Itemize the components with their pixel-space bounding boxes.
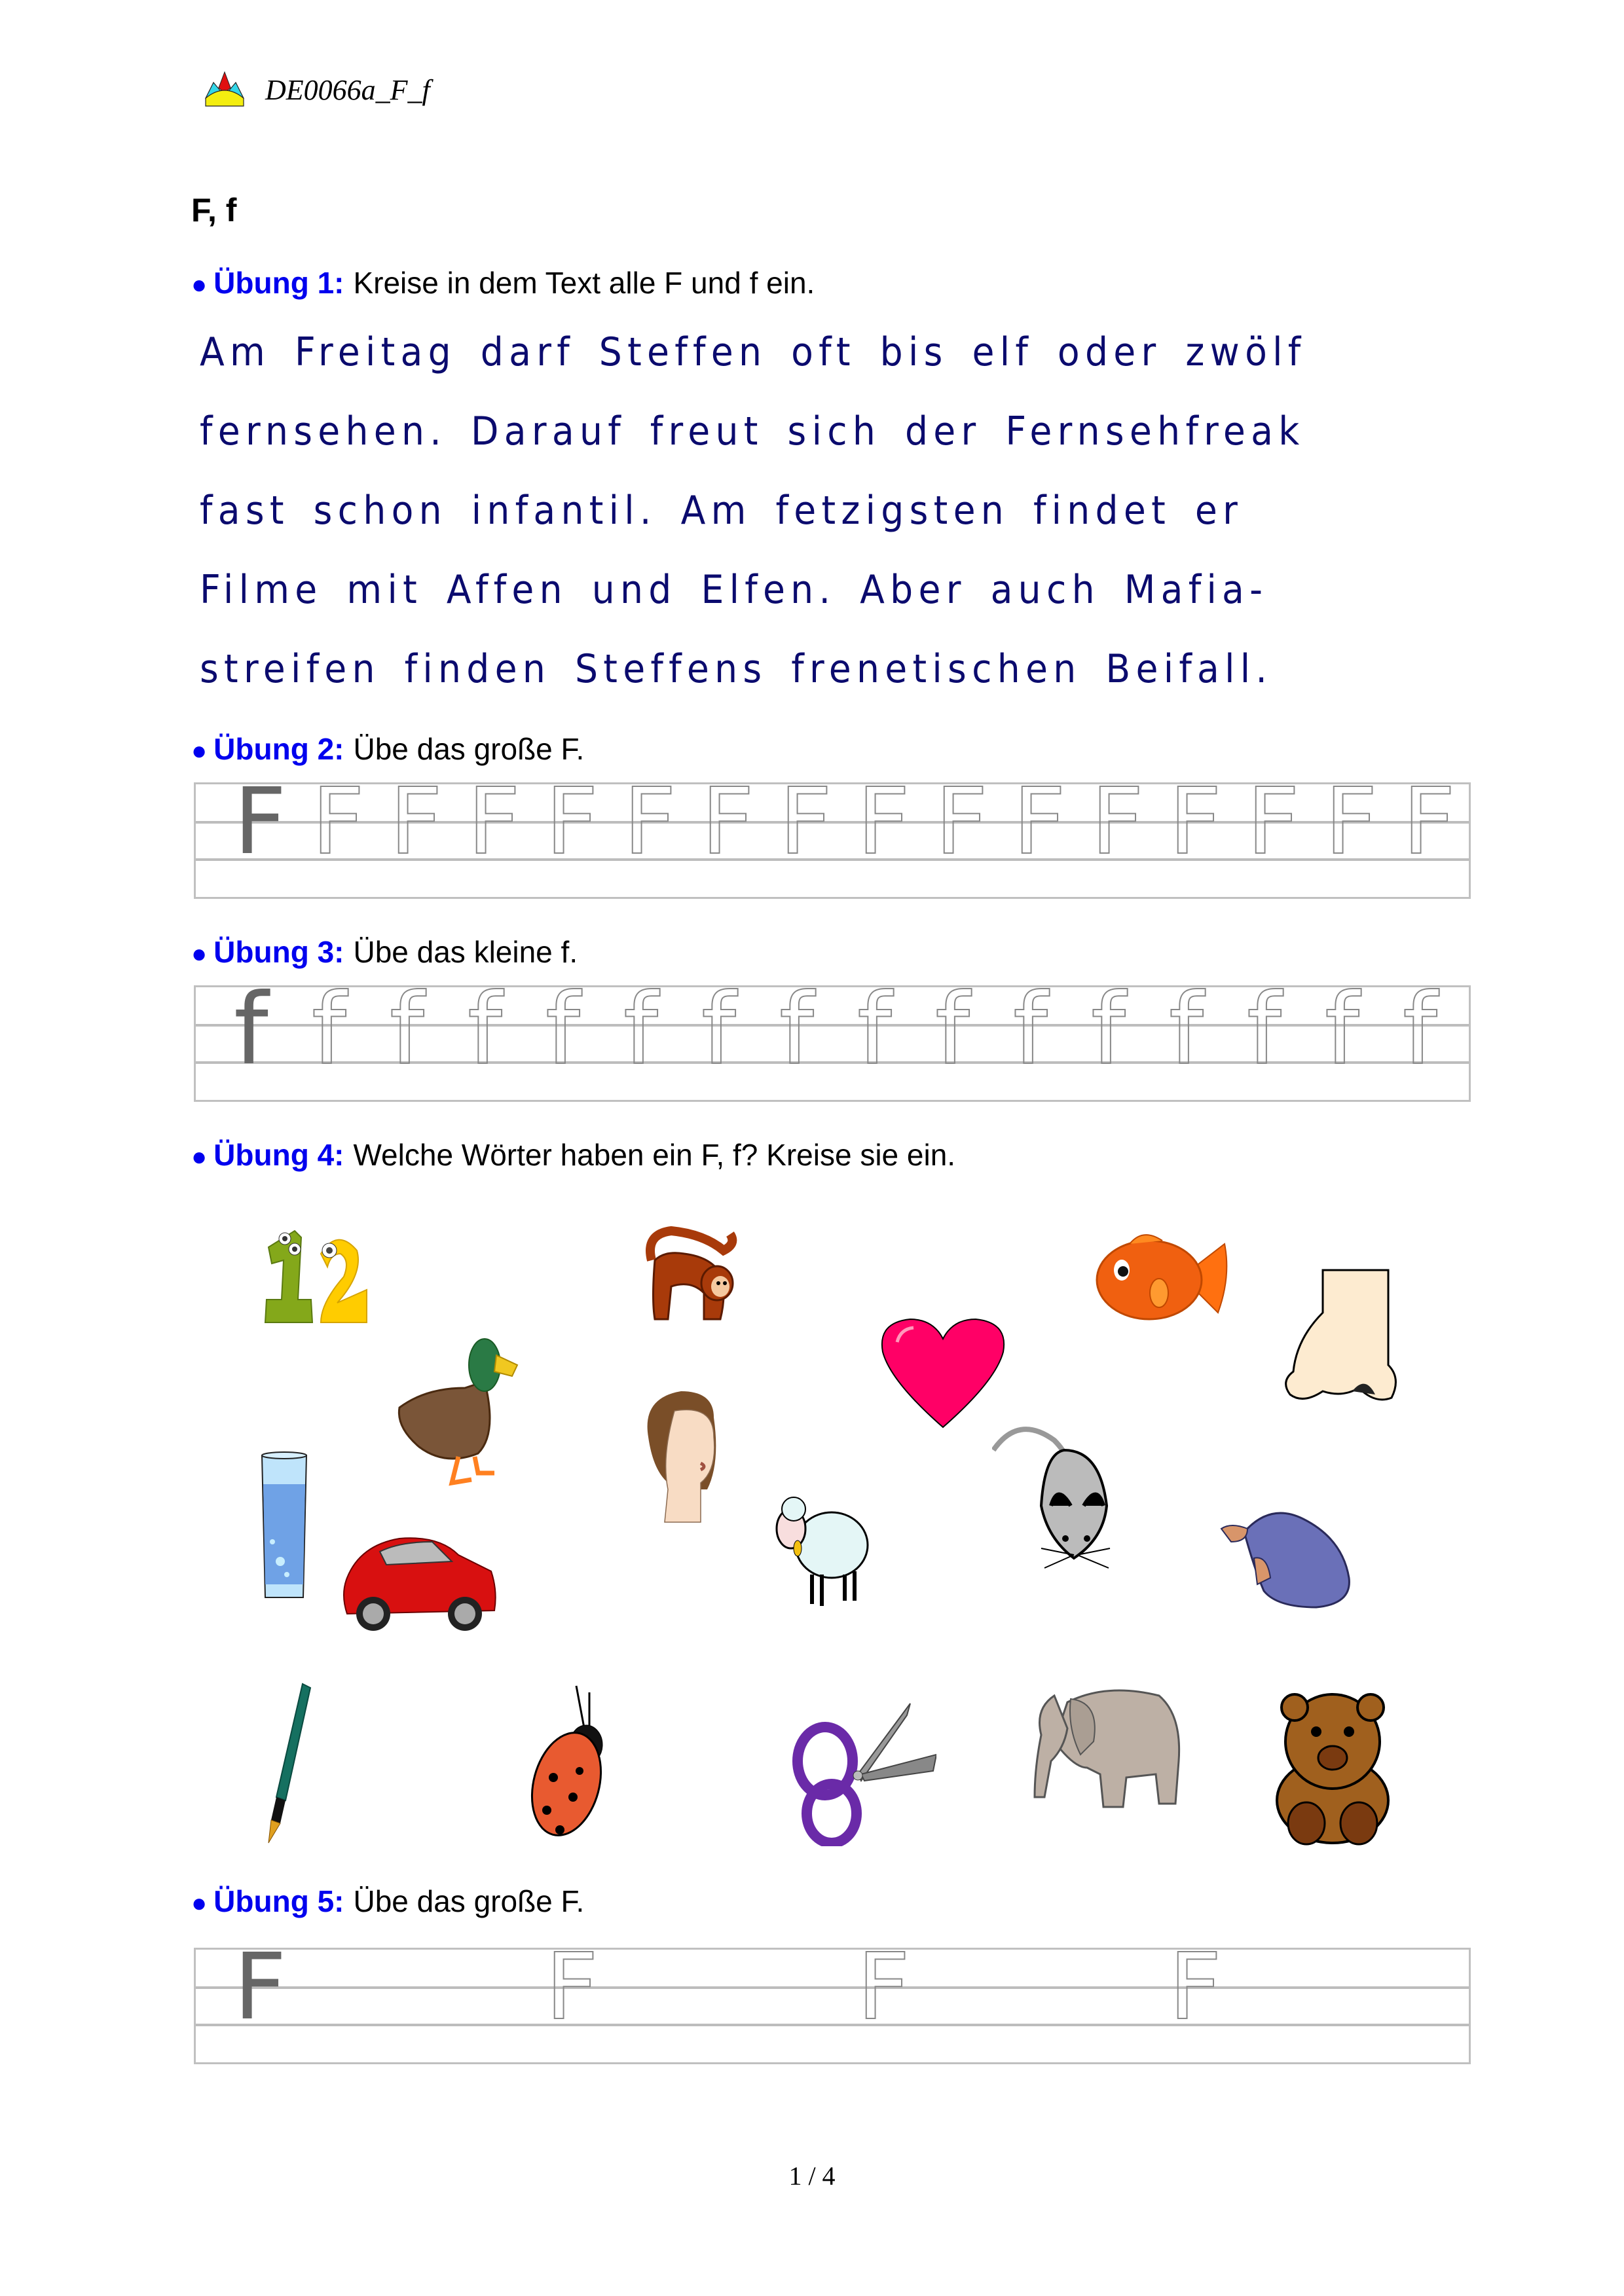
- exercise-label: Übung 3:: [213, 935, 344, 969]
- model-letter-lowercase-f: f: [234, 973, 268, 1087]
- page-title: F, f: [191, 192, 237, 228]
- trace-letter-uppercase-f[interactable]: F: [1325, 769, 1378, 875]
- exercise-2-heading: [191, 731, 584, 767]
- uppercase-tracing-box-2[interactable]: [194, 1934, 1471, 2064]
- bullet-icon: ●: [191, 939, 208, 968]
- exercise-label: Übung 1:: [213, 266, 344, 300]
- trace-letter-uppercase-f[interactable]: F: [1247, 769, 1300, 875]
- red-car-picture[interactable]: [341, 1532, 498, 1637]
- bullet-icon: ●: [191, 270, 208, 299]
- trace-letter-uppercase-f[interactable]: F: [1091, 769, 1144, 875]
- trace-letter-lowercase-f[interactable]: f: [935, 973, 970, 1087]
- trace-letter-uppercase-f[interactable]: F: [857, 1934, 910, 2041]
- exercise-instruction: Übe das große F.: [353, 1884, 585, 1918]
- trace-letter-uppercase-f[interactable]: F: [857, 769, 910, 875]
- nachhilfe-logo: [204, 71, 245, 107]
- trace-letter-uppercase-f[interactable]: F: [935, 769, 988, 875]
- text-line: fast schon infantil. Am fetzigsten findet er: [200, 488, 1244, 534]
- mouse-picture[interactable]: [992, 1421, 1149, 1578]
- trace-letter-uppercase-f[interactable]: F: [1169, 769, 1222, 875]
- scissors-picture[interactable]: [779, 1702, 936, 1846]
- uppercase-tracing-box[interactable]: [194, 769, 1471, 899]
- exercise-instruction: Übe das kleine f.: [353, 935, 578, 969]
- exercise-1-heading: [191, 265, 815, 301]
- trace-letter-uppercase-f[interactable]: F: [312, 769, 365, 875]
- bullet-icon: ●: [191, 1142, 208, 1171]
- trace-letter-lowercase-f[interactable]: f: [701, 973, 736, 1087]
- sheep-picture[interactable]: [773, 1489, 871, 1607]
- monkey-picture[interactable]: [638, 1221, 756, 1339]
- duck-picture[interactable]: [386, 1336, 530, 1486]
- text-line: fernsehen. Darauf freut sich der Fernsehfreak: [200, 409, 1305, 454]
- trace-letter-lowercase-f[interactable]: f: [1091, 973, 1126, 1087]
- lowercase-tracing-box[interactable]: [194, 973, 1471, 1102]
- trace-letter-uppercase-f[interactable]: F: [468, 769, 521, 875]
- trace-letter-lowercase-f[interactable]: f: [1169, 973, 1204, 1087]
- fountain-pen-picture[interactable]: [262, 1683, 314, 1846]
- trace-letter-lowercase-f[interactable]: f: [623, 973, 658, 1087]
- nose-picture[interactable]: [1277, 1267, 1408, 1411]
- trace-letter-lowercase-f[interactable]: f: [468, 973, 502, 1087]
- trace-letter-uppercase-f[interactable]: F: [1013, 769, 1066, 875]
- glass-of-water-picture[interactable]: [261, 1450, 308, 1601]
- trace-letter-lowercase-f[interactable]: f: [545, 973, 580, 1087]
- text-line: streifen finden Steffens frenetischen Beifall.: [200, 646, 1273, 692]
- trace-letter-lowercase-f[interactable]: f: [1325, 973, 1359, 1087]
- bullet-icon: ●: [191, 737, 208, 765]
- teddy-bear-picture[interactable]: [1267, 1689, 1398, 1846]
- trace-letter-uppercase-f[interactable]: F: [390, 769, 443, 875]
- trace-letter-lowercase-f[interactable]: f: [1013, 973, 1048, 1087]
- exercise-instruction: Kreise in dem Text alle F und f ein.: [353, 266, 815, 300]
- trace-letter-lowercase-f[interactable]: f: [779, 973, 814, 1087]
- goldfish-picture[interactable]: [1077, 1231, 1234, 1329]
- trace-letter-uppercase-f[interactable]: F: [701, 769, 754, 875]
- page-number: 1 / 4: [788, 2161, 836, 2191]
- trace-letter-lowercase-f[interactable]: f: [857, 973, 892, 1087]
- trace-letter-uppercase-f[interactable]: F: [545, 769, 599, 875]
- trace-letter-uppercase-f[interactable]: F: [623, 769, 676, 875]
- model-letter-uppercase-f: F: [234, 769, 287, 875]
- guide-line: [196, 1986, 1469, 1989]
- bullet-icon: ●: [191, 1889, 208, 1918]
- trace-letter-lowercase-f[interactable]: f: [1403, 973, 1437, 1087]
- heart-picture[interactable]: [877, 1316, 1008, 1430]
- trace-letter-lowercase-f[interactable]: f: [312, 973, 346, 1087]
- exercise-label: Übung 5:: [213, 1884, 344, 1918]
- exercise-instruction: Übe das große F.: [353, 732, 585, 766]
- guide-line: [196, 2024, 1469, 2026]
- exercise-label: Übung 2:: [213, 732, 344, 766]
- mole-picture[interactable]: [1218, 1506, 1375, 1611]
- woman-picture[interactable]: [629, 1385, 740, 1529]
- trace-letter-lowercase-f[interactable]: f: [390, 973, 424, 1087]
- exercise-instruction: Welche Wörter haben ein F, f? Kreise sie ein.: [353, 1138, 956, 1172]
- exercise-4-heading: [191, 1137, 955, 1173]
- exercise-label: Übung 4:: [213, 1138, 344, 1172]
- trace-letter-lowercase-f[interactable]: f: [1247, 973, 1282, 1087]
- text-line: Filme mit Affen und Elfen. Aber auch Mafia-: [200, 567, 1268, 613]
- model-letter-uppercase-f: F: [234, 1934, 287, 2041]
- trace-letter-uppercase-f[interactable]: F: [1169, 1934, 1222, 2041]
- number-twelve-picture[interactable]: [259, 1224, 422, 1329]
- reading-text: [200, 319, 1483, 716]
- trace-letter-uppercase-f[interactable]: F: [779, 769, 832, 875]
- trace-letter-uppercase-f[interactable]: F: [545, 1934, 599, 2041]
- exercise-5-heading: [191, 1884, 584, 1919]
- ladybug-picture[interactable]: [514, 1679, 625, 1850]
- exercise-3-heading: [191, 934, 578, 970]
- document-code: DE0066a_F_f: [265, 74, 430, 106]
- text-line: Am Freitag darf Steffen oft bis elf oder zwölf: [200, 329, 1306, 375]
- elephant-picture[interactable]: [1028, 1683, 1185, 1813]
- trace-letter-uppercase-f[interactable]: F: [1403, 769, 1456, 875]
